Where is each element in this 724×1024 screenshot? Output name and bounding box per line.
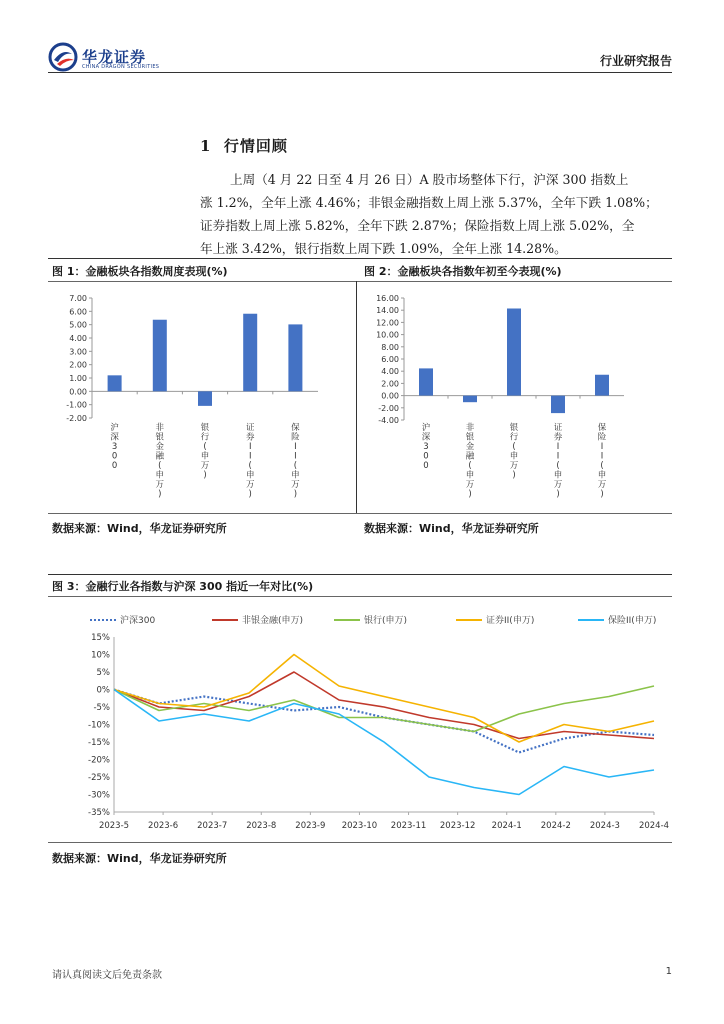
y-tick-label: 10.00 xyxy=(376,330,399,340)
y-tick-label: 1.00 xyxy=(69,374,87,383)
x-tick-label-char: 万 xyxy=(553,480,563,490)
x-tick-label-char: 万 xyxy=(291,480,300,490)
x-tick-label-char: 证 xyxy=(245,423,255,433)
x-tick-label-char: 券 xyxy=(553,432,563,443)
x-tick-label-char: 行 xyxy=(509,432,519,443)
y-tick-label: 7.00 xyxy=(69,294,87,303)
x-tick-label-char: 深 xyxy=(421,432,431,443)
x-tick-label-char: ( xyxy=(600,461,604,471)
x-tick-label-char: 银 xyxy=(155,432,165,443)
x-tick-label-char: 保 xyxy=(597,423,607,433)
y-tick-label: 6.00 xyxy=(381,355,399,364)
x-tick-label-char: ) xyxy=(600,489,604,500)
y-tick-label: 2.00 xyxy=(69,360,87,370)
y-tick-label: 4.00 xyxy=(381,367,399,377)
x-tick-label-char: ) xyxy=(293,489,298,500)
x-tick-label-char: 万 xyxy=(597,480,607,490)
x-tick-label xyxy=(466,422,475,500)
x-tick-label: 2023-7 xyxy=(197,821,228,831)
bar xyxy=(108,375,122,391)
x-tick-label-char: ( xyxy=(468,461,472,471)
x-tick-label-char: 证 xyxy=(553,423,563,433)
y-tick-label: -10% xyxy=(88,720,110,731)
header-rule xyxy=(48,72,672,73)
x-tick-label-char: 融 xyxy=(155,451,165,462)
x-tick-label-char: ) xyxy=(158,489,162,500)
figure1-bar-chart xyxy=(50,284,350,510)
bar xyxy=(419,368,433,395)
x-tick-label-char: I xyxy=(600,451,604,462)
footer-disclaimer: 请认真阅读文后免责条款 xyxy=(52,970,162,981)
x-tick-label-char: 申 xyxy=(597,470,607,481)
x-tick-label: 2023-8 xyxy=(246,821,277,831)
series-line xyxy=(114,690,654,753)
paragraph-line: 涨 1.2%，全年上涨 4.46%；非银金融指数上周上涨 5.37%，全年下跌 1.08%； xyxy=(200,195,658,210)
x-tick-label-char: 申 xyxy=(245,470,255,481)
paragraph-line: 上周（4 月 22 日至 4 月 26 日）A 股市场整体下行，沪深 300 指数上 xyxy=(230,172,629,187)
x-tick-label-char: 沪 xyxy=(110,423,119,433)
figure1-title: 图 1：金融板块各指数周度表现(%) xyxy=(52,265,228,278)
y-tick-label: 6.00 xyxy=(69,307,87,317)
report-type: 行业研究报告 xyxy=(599,54,672,68)
x-tick-label: 2023-11 xyxy=(390,821,427,831)
figure2-source: 数据来源：Wind，华龙证券研究所 xyxy=(364,522,539,535)
x-tick-label xyxy=(110,422,119,471)
x-tick-label-char: 深 xyxy=(110,432,119,443)
x-tick-label-char: I xyxy=(556,451,560,462)
x-tick-label xyxy=(156,422,165,500)
x-tick-label: 2023-6 xyxy=(148,821,179,831)
x-tick-label-char: I xyxy=(248,451,252,462)
y-tick-label: 12.00 xyxy=(376,318,399,328)
x-tick-label-char: 0 xyxy=(423,461,429,471)
y-tick-label: 5% xyxy=(96,668,110,678)
figure3-source: 数据来源：Wind，华龙证券研究所 xyxy=(52,852,227,865)
section-heading: 行情回顾 xyxy=(223,137,288,155)
x-tick-label-char: 申 xyxy=(553,470,563,481)
y-tick-label: -2.00 xyxy=(378,403,399,413)
x-tick-label xyxy=(422,422,431,471)
x-tick-label: 2024-3 xyxy=(589,821,620,831)
x-tick-label-char: ( xyxy=(556,461,560,471)
figure2-bar-chart xyxy=(362,284,662,510)
x-tick-label-char: ) xyxy=(556,489,560,500)
legend-label: 银行(申万) xyxy=(364,616,408,626)
y-tick-label: 16.00 xyxy=(376,294,399,303)
y-tick-label: -15% xyxy=(88,738,110,748)
y-tick-label: -4.00 xyxy=(378,416,399,425)
company-logo-icon xyxy=(48,42,78,72)
x-tick-label-char: 万 xyxy=(155,480,165,490)
x-tick-label xyxy=(201,422,210,481)
y-tick-label: -5% xyxy=(93,703,110,713)
x-tick-label: 2023-5 xyxy=(98,821,130,831)
series-line xyxy=(114,655,654,743)
bar xyxy=(463,396,477,403)
x-tick-label-char: 融 xyxy=(465,451,475,462)
bar xyxy=(153,320,167,392)
figure3-bottom-rule xyxy=(48,842,672,843)
x-tick-label: 2023-9 xyxy=(295,821,326,831)
x-tick-label xyxy=(246,422,255,500)
x-tick-label-char: 险 xyxy=(597,432,607,443)
y-tick-label: 0% xyxy=(96,685,110,696)
legend-label: 证券II(申万) xyxy=(486,616,535,626)
x-tick-label-char: ) xyxy=(512,470,516,481)
bar xyxy=(551,396,565,414)
y-tick-label: 14.00 xyxy=(376,306,399,316)
x-tick-label-char: 金 xyxy=(465,442,475,452)
y-tick-label: 5.00 xyxy=(69,320,87,330)
x-tick-label-char: 险 xyxy=(291,432,300,443)
x-tick-label-char: 银 xyxy=(465,432,475,443)
x-tick-label-char: I xyxy=(600,442,604,452)
x-tick-label-char: 申 xyxy=(200,451,210,462)
y-tick-label: 3.00 xyxy=(69,347,87,357)
figures-title-rule xyxy=(48,281,672,282)
y-tick-label: -2.00 xyxy=(66,414,87,423)
section-title xyxy=(200,135,288,156)
bar xyxy=(198,391,212,406)
y-tick-label: 4.00 xyxy=(69,334,87,343)
x-tick-label-char: I xyxy=(248,442,252,452)
y-tick-label: 0.00 xyxy=(69,387,87,397)
x-tick-label-char: 万 xyxy=(465,480,475,490)
paragraph-line: 年上涨 3.42%，银行指数上周下跌 1.09%，全年上涨 14.28%。 xyxy=(200,241,567,256)
y-tick-label: -30% xyxy=(88,790,110,801)
x-tick-label-char: ( xyxy=(293,461,298,471)
y-tick-label: 0.00 xyxy=(381,391,399,401)
x-tick-label-char: 万 xyxy=(245,480,255,490)
x-tick-label-char: I xyxy=(556,442,560,452)
figure1-source: 数据来源：Wind，华龙证券研究所 xyxy=(52,522,227,535)
y-tick-label: -20% xyxy=(88,755,110,766)
x-tick-label-char: ) xyxy=(468,489,472,500)
bar xyxy=(507,308,521,395)
figure3-line-chart xyxy=(50,604,670,840)
x-tick-label-char: ( xyxy=(248,461,252,471)
figures-top-rule xyxy=(48,258,672,259)
x-tick-label-char: 万 xyxy=(509,461,519,471)
x-tick-label-char: 申 xyxy=(509,451,519,462)
x-tick-label-char: 申 xyxy=(465,470,475,481)
figure3-top-rule xyxy=(48,574,672,575)
x-tick-label-char: I xyxy=(294,451,297,462)
x-tick-label-char: 行 xyxy=(200,432,210,443)
x-tick-label-char: ( xyxy=(512,442,516,452)
legend-label: 沪深300 xyxy=(120,616,156,626)
x-tick-label-char: 0 xyxy=(111,461,118,471)
page-number: 1 xyxy=(665,966,672,977)
company-logo-name: 华龙证券 xyxy=(82,48,147,66)
x-tick-label-char: 金 xyxy=(155,442,165,452)
legend-label: 非银金融(申万) xyxy=(242,616,304,626)
y-tick-label: 10% xyxy=(91,650,110,661)
x-tick-label-char: 非 xyxy=(155,423,165,433)
x-tick-label-char: 银 xyxy=(509,423,519,433)
figure3-title-rule xyxy=(48,596,672,597)
x-tick-label-char: 银 xyxy=(200,423,210,433)
figure2-title: 图 2：金融板块各指数年初至今表现(%) xyxy=(364,265,562,278)
bar xyxy=(595,375,609,396)
x-tick-label-char: 万 xyxy=(200,461,210,471)
y-tick-label: -25% xyxy=(88,773,110,783)
x-tick-label-char: 申 xyxy=(155,470,165,481)
x-tick-label-char: 0 xyxy=(423,451,429,462)
x-tick-label-char: 保 xyxy=(291,423,300,433)
y-tick-label: -1.00 xyxy=(66,400,87,410)
section-number: 1 xyxy=(200,137,212,155)
x-tick-label xyxy=(598,423,607,500)
x-tick-label-char: ) xyxy=(203,470,207,481)
bar xyxy=(288,324,302,391)
y-tick-label: -35% xyxy=(88,808,110,818)
x-tick-label-char: ) xyxy=(248,489,252,500)
figures-divider xyxy=(356,281,357,513)
x-tick-label xyxy=(291,423,300,500)
bar xyxy=(243,314,257,392)
x-tick-label-char: 沪 xyxy=(421,423,431,433)
company-logo-subtitle: CHINA DRAGON SECURITIES xyxy=(82,64,160,70)
x-tick-label-char: 3 xyxy=(111,442,118,452)
x-tick-label-char: 0 xyxy=(111,451,118,462)
y-tick-label: 15% xyxy=(91,633,110,643)
y-tick-label: 2.00 xyxy=(381,379,399,389)
x-tick-label: 2023-12 xyxy=(439,821,476,831)
x-tick-label: 2023-10 xyxy=(341,821,378,831)
x-tick-label: 2024-4 xyxy=(638,821,670,831)
x-tick-label-char: 申 xyxy=(291,470,300,481)
x-tick-label-char: ( xyxy=(158,461,162,471)
summary-paragraph xyxy=(200,168,676,260)
series-line xyxy=(114,686,654,732)
x-tick-label-char: I xyxy=(294,442,297,452)
paragraph-line: 证券指数上周上涨 5.82%，全年下跌 2.87%；保险指数上周上涨 5.02%，全 xyxy=(200,218,635,233)
x-tick-label-char: 3 xyxy=(423,442,429,452)
x-tick-label-char: ( xyxy=(203,442,207,452)
x-tick-label xyxy=(510,422,519,481)
figures-bottom-rule xyxy=(48,513,672,514)
x-tick-label: 2024-2 xyxy=(540,821,571,831)
legend-label: 保险II(申万) xyxy=(608,616,657,626)
x-tick-label-char: 非 xyxy=(465,423,475,433)
x-tick-label: 2024-1 xyxy=(491,821,522,831)
x-tick-label-char: 券 xyxy=(245,432,255,443)
figure3-title: 图 3：金融行业各指数与沪深 300 指近一年对比(%) xyxy=(52,580,314,593)
x-tick-label xyxy=(554,422,563,500)
y-tick-label: 8.00 xyxy=(381,342,399,352)
